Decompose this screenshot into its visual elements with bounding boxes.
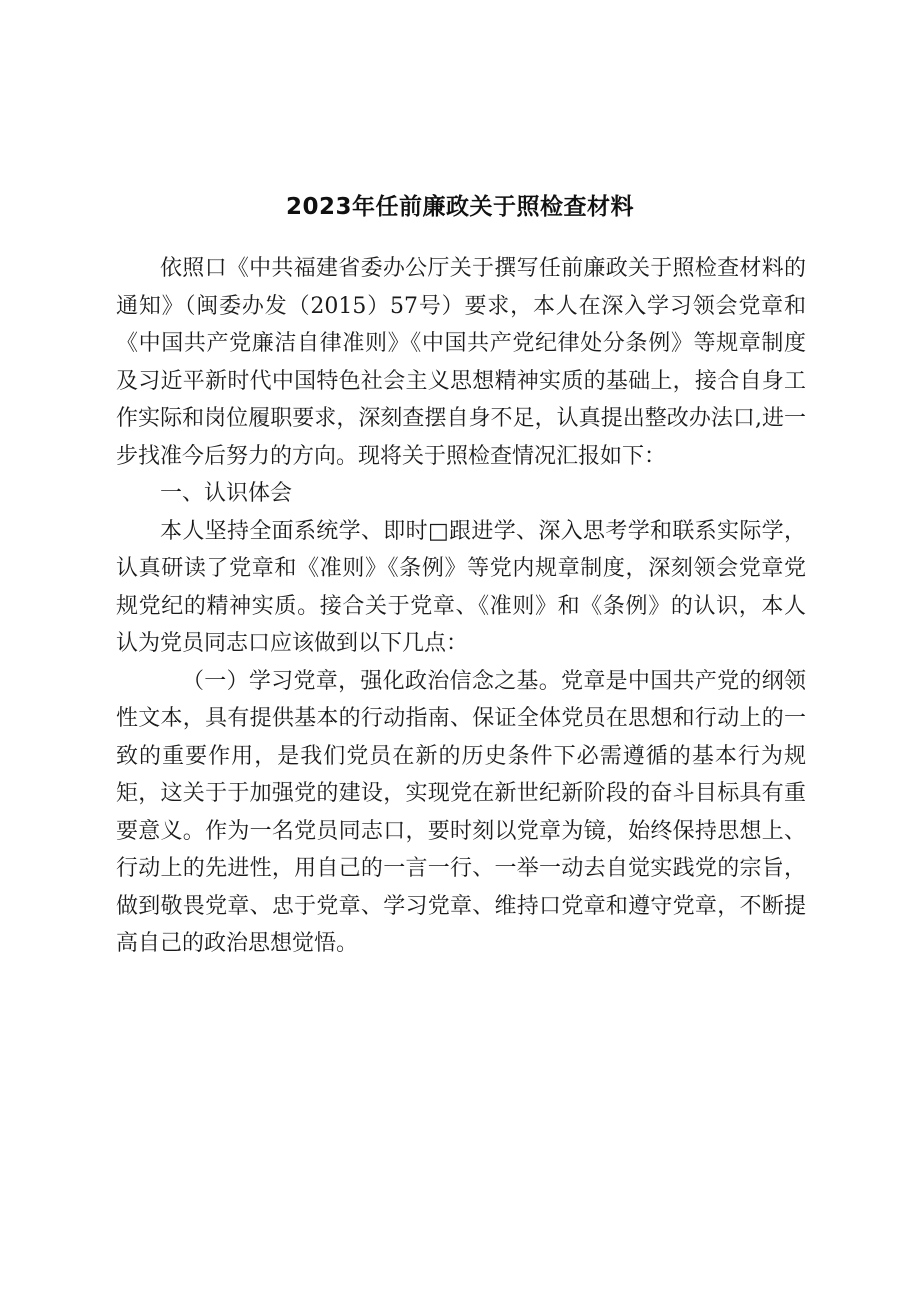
document-title: 2023年任前廉政关于照检查材料 xyxy=(285,194,634,220)
section-paragraph-recognition: 本人坚持全面系统学、即时□跟进学、深入思考学和联系实际学，认真研读了党章和《准则》《条例》等党内规章制度，深刻领会党章党规党纪的精神实质。接合关于党章、《准则》和《条例》的认识，本人认为党员同志口应该做到以下几点： xyxy=(116,518,806,656)
section-heading-recognition: 一、认识体会 xyxy=(160,481,293,506)
document-body xyxy=(116,250,806,963)
subsection-paragraph-party-charter: （一）学习党章，强化政治信念之基。党章是中国共产党的纲领性文本，具有提供基本的行动指南、保证全体党员在思想和行动上的一致的重要作用，是我们党员在新的历史条件下必需遵循的基本行为规矩，这关于于加强党的建设，实现党在新世纪新阶段的奋斗目标具有重要意义。作为一名党员同志口，要时刻以党章为镜，始终保持思想上、行动上的先进性，用自己的一言一行、一举一动去自觉实践党的宗旨，做到敬畏党章、忠于党章、学习党章、维持口党章和遵守党章，不断提高自己的政治思想觉悟。 xyxy=(116,668,806,956)
intro-paragraph: 依照口《中共福建省委办公厅关于撰写任前廉政关于照检查材料的通知》（闽委办发（2015）57号）要求，本人在深入学习领会党章和《中国共产党廉洁自律准则》《中国共产党纪律处分条例》等规章制度及习近平新时代中国特色社会主义思想精神实质的基础上，接合自身工作实际和岗位履职要求，深刻查摆自身不足，认真提出整改办法口,进一步找准今后努力的方向。现将关于照检查情况汇报如下： xyxy=(116,256,806,469)
